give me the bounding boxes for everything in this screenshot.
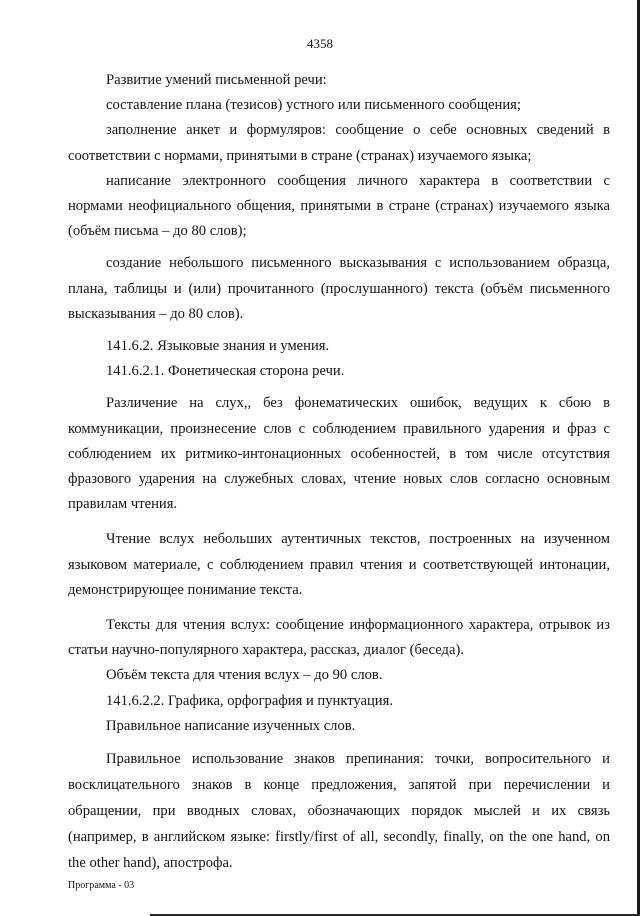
paragraph: Различение на слух,, без фонематических ошибок, ведущих к сбою в коммуникации, произнесение слов с соблюдением правильного ударения и фраз с соблюдением их ритмико-интонационных особенностей, в том числе отсутствия фразового ударения на служебных словах, чтение новых слов согласно основным правилам чтения. <box>68 395 610 513</box>
section-heading: 141.6.2.2. Графика, орфография и пунктуация. <box>106 692 393 709</box>
paragraph: Правильное написание изученных слов. <box>106 717 356 734</box>
paragraph: Правильное использование знаков препинания: точки, вопросительного и восклицательного знаков в конце предложения, запятой при перечислении и обращении, при вводных словах, обозначающих порядок мыслей и их связь (например, в английском языке: firstly/first of all, secondly, finally, on the one hand, on the other hand), апострофа. <box>68 751 610 872</box>
paragraph: заполнение анкет и формуляров: сообщение о себе основных сведений в соответствии с нормами, принятыми в стране (странах) изучаемого языка; <box>68 122 610 164</box>
paragraph: создание небольшого письменного высказывания с использованием образца, плана, таблицы и (или) прочитанного (прослушанного) текста (объём письменного высказывания – до 80 слов). <box>68 255 610 322</box>
paragraph: Тексты для чтения вслух: сообщение информационного характера, отрывок из статьи научно-популярного характера, рассказ, диалог (беседа). <box>68 617 610 659</box>
paragraph: Развитие умений письменной речи: <box>106 72 327 88</box>
footer-label: Программа - 03 <box>68 880 135 891</box>
paragraph: Чтение вслух небольших аутентичных текстов, построенных на изученном языковом материале, с соблюдением правил чтения и соответствующей интонации, демонстрирующее понимание текста. <box>68 531 610 598</box>
page-number: 4358 <box>307 36 333 51</box>
section-heading: 141.6.2. Языковые знания и умения. <box>106 338 330 355</box>
paragraph: Объём текста для чтения вслух – до 90 слов. <box>106 667 383 684</box>
document-body <box>68 68 610 876</box>
section-heading: 141.6.2.1. Фонетическая сторона речи. <box>106 363 345 380</box>
paragraph: написание электронного сообщения личного характера в соответствии с нормами неофициального общения, принятыми в стране (странах) изучаемого языка (объём письма – до 80 слов); <box>68 172 610 240</box>
paragraph: составление плана (тезисов) устного или письменного сообщения; <box>106 97 521 114</box>
